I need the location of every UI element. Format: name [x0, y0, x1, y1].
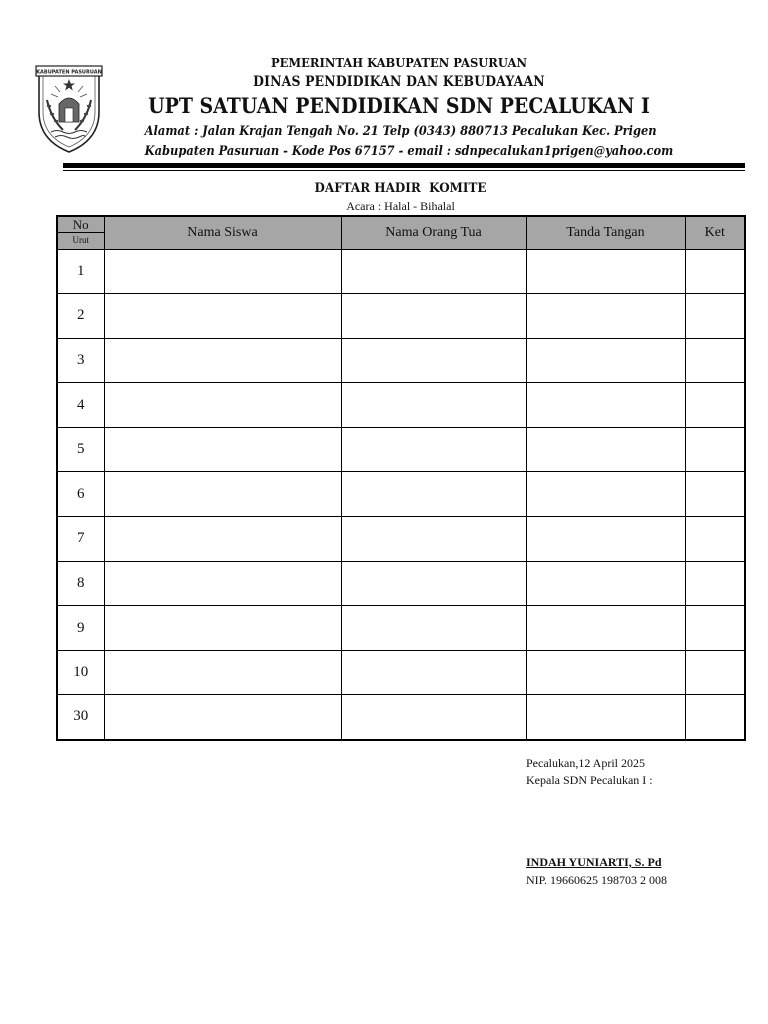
government-name: PEMERINTAH KABUPATEN PASURUAN [271, 55, 527, 70]
header-nama-orang-tua: Nama Orang Tua [341, 216, 526, 249]
row-number: 6 [57, 472, 104, 517]
nama-siswa-cell[interactable] [104, 427, 341, 472]
ket-cell[interactable] [685, 650, 745, 695]
nama-orang-tua-cell[interactable] [341, 650, 526, 695]
table-row [57, 695, 745, 740]
school-address: Alamat : Jalan Krajan Tengah No. 21 Telp (0343) 880713 Pecalukan Kec. Prigen [144, 124, 657, 139]
table-row [57, 606, 745, 651]
row-number: 10 [57, 650, 104, 695]
nama-siswa-cell[interactable] [104, 650, 341, 695]
nama-orang-tua-cell[interactable] [341, 294, 526, 339]
tanda-tangan-cell[interactable] [526, 606, 685, 651]
table-row [57, 294, 745, 339]
row-number: 5 [57, 427, 104, 472]
header-no-urut [57, 216, 104, 249]
nama-siswa-cell[interactable] [104, 517, 341, 562]
ket-cell[interactable] [685, 517, 745, 562]
regency-emblem-logo [33, 60, 105, 156]
table-row [57, 517, 745, 562]
tanda-tangan-cell[interactable] [526, 294, 685, 339]
table-row [57, 472, 745, 517]
nama-orang-tua-cell[interactable] [341, 472, 526, 517]
nama-orang-tua-cell[interactable] [341, 561, 526, 606]
table-row [57, 561, 745, 606]
school-name: UPT SATUAN PENDIDIKAN SDN PECALUKAN I [148, 93, 650, 118]
nama-siswa-cell[interactable] [104, 472, 341, 517]
attendance-table [56, 215, 746, 741]
ket-cell[interactable] [685, 561, 745, 606]
table-row [57, 383, 745, 428]
table-header-row [57, 216, 745, 249]
nama-siswa-cell[interactable] [104, 606, 341, 651]
header-tanda-tangan: Tanda Tangan [526, 216, 685, 249]
tanda-tangan-cell[interactable] [526, 383, 685, 428]
signatory-nip: NIP. 19660625 198703 2 008 [526, 873, 668, 887]
department-name: DINAS PENDIDIKAN DAN KEBUDAYAAN [253, 74, 545, 90]
nama-siswa-cell[interactable] [104, 383, 341, 428]
tanda-tangan-cell[interactable] [526, 249, 685, 294]
row-number: 3 [57, 338, 104, 383]
document-subtitle: Acara : Halal - Bihalal [346, 199, 455, 213]
nama-siswa-cell[interactable] [104, 695, 341, 740]
ket-cell[interactable] [685, 695, 745, 740]
ket-cell[interactable] [685, 606, 745, 651]
ket-cell[interactable] [685, 472, 745, 517]
nama-siswa-cell[interactable] [104, 249, 341, 294]
letterhead-divider-thick [63, 163, 745, 168]
nama-orang-tua-cell[interactable] [341, 427, 526, 472]
tanda-tangan-cell[interactable] [526, 650, 685, 695]
tanda-tangan-cell[interactable] [526, 472, 685, 517]
school-contact: Kabupaten Pasuruan - Kode Pos 67157 - email : sdnpecalukan1prigen@yahoo.com [144, 144, 674, 159]
table-row [57, 338, 745, 383]
row-number: 7 [57, 517, 104, 562]
ket-cell[interactable] [685, 383, 745, 428]
header-urut-label: Urut [72, 235, 89, 246]
svg-text:KABUPATEN PASURUAN: KABUPATEN PASURUAN [36, 69, 102, 76]
nama-siswa-cell[interactable] [104, 294, 341, 339]
ket-cell[interactable] [685, 294, 745, 339]
tanda-tangan-cell[interactable] [526, 517, 685, 562]
nama-orang-tua-cell[interactable] [341, 383, 526, 428]
header-nama-siswa: Nama Siswa [104, 216, 341, 249]
tanda-tangan-cell[interactable] [526, 561, 685, 606]
tanda-tangan-cell[interactable] [526, 338, 685, 383]
nama-siswa-cell[interactable] [104, 561, 341, 606]
ket-cell[interactable] [685, 427, 745, 472]
row-number: 4 [57, 383, 104, 428]
tanda-tangan-cell[interactable] [526, 427, 685, 472]
nama-orang-tua-cell[interactable] [341, 606, 526, 651]
row-number: 9 [57, 606, 104, 651]
signature-role: Kepala SDN Pecalukan I : [526, 773, 653, 787]
ket-cell[interactable] [685, 338, 745, 383]
row-number: 8 [57, 561, 104, 606]
signature-place-date: Pecalukan,12 April 2025 [526, 756, 645, 770]
header-no-label: No [58, 217, 104, 233]
letterhead-divider-thin [63, 170, 745, 171]
nama-siswa-cell[interactable] [104, 338, 341, 383]
table-row [57, 249, 745, 294]
signatory-name: INDAH YUNIARTI, S. Pd [526, 855, 662, 869]
header-ket: Ket [685, 216, 745, 249]
nama-orang-tua-cell[interactable] [341, 338, 526, 383]
table-row [57, 427, 745, 472]
table-row [57, 650, 745, 695]
nama-orang-tua-cell[interactable] [341, 517, 526, 562]
nama-orang-tua-cell[interactable] [341, 249, 526, 294]
document-title: DAFTAR HADIR KOMITE [314, 181, 487, 196]
nama-orang-tua-cell[interactable] [341, 695, 526, 740]
row-number: 30 [57, 695, 104, 740]
ket-cell[interactable] [685, 249, 745, 294]
row-number: 1 [57, 249, 104, 294]
row-number: 2 [57, 294, 104, 339]
tanda-tangan-cell[interactable] [526, 695, 685, 740]
